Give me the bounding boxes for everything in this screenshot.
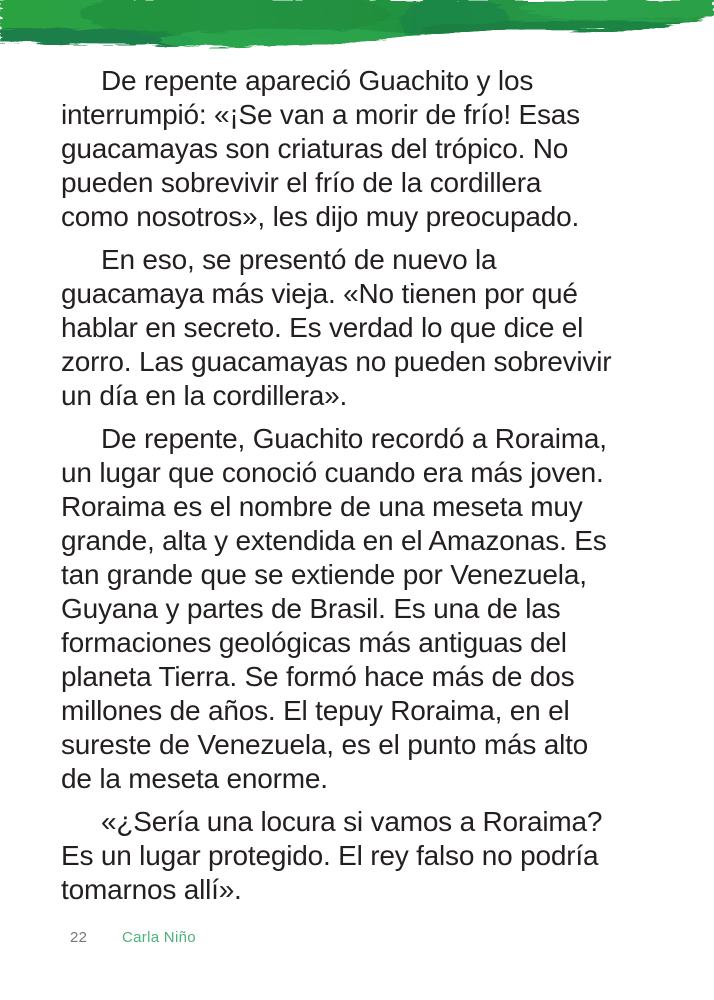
text-line: pueden sobrevivir el frío de la cordillera	[61, 167, 542, 198]
text-block	[61, 64, 649, 916]
page-footer	[70, 929, 196, 946]
text-line: tan grande que se extiende por Venezuela,	[61, 559, 587, 590]
text-line: guacamayas son criaturas del trópico. No	[61, 133, 569, 164]
text-line: planeta Tierra. Se formó hace más de dos	[61, 661, 575, 692]
text-line: un lugar que conoció cuando era más joven.	[61, 457, 604, 488]
text-line: hablar en secreto. Es verdad lo que dice el	[61, 312, 584, 343]
watercolor-band	[0, 0, 714, 58]
text-line: En eso, se presentó de nuevo la	[101, 244, 497, 275]
text-line: como nosotros», les dijo muy preocupado.	[61, 201, 580, 232]
text-line: de la meseta enorme.	[61, 763, 328, 794]
text-line: guacamaya más vieja. «No tienen por qué	[61, 278, 578, 309]
paragraph	[61, 805, 649, 907]
text-line: «¿Sería una locura si vamos a Roraima?	[101, 806, 603, 837]
text-line: un día en la cordillera».	[61, 380, 348, 411]
text-line: Es un lugar protegido. El rey falso no podría	[61, 840, 599, 871]
author-name: Carla Niño	[122, 929, 196, 946]
text-line: Roraima es el nombre de una meseta muy	[61, 491, 583, 522]
text-line: millones de años. El tepuy Roraima, en el	[61, 695, 570, 726]
page-number: 22	[70, 929, 88, 946]
text-line: De repente apareció Guachito y los	[101, 65, 534, 96]
text-line: formaciones geológicas más antiguas del	[61, 627, 567, 658]
text-line: sureste de Venezuela, es el punto más alto	[61, 729, 589, 760]
text-line: De repente, Guachito recordó a Roraima,	[101, 423, 607, 454]
paragraph	[61, 422, 649, 796]
text-line: zorro. Las guacamayas no pueden sobrevivir	[61, 346, 612, 377]
paragraph	[61, 243, 649, 413]
paragraph	[61, 64, 649, 234]
text-line: interrumpió: «¡Se van a morir de frío! Esas	[61, 99, 580, 130]
text-line: tomarnos allí».	[61, 874, 242, 905]
text-line: Guyana y partes de Brasil. Es una de las	[61, 593, 561, 624]
text-line: grande, alta y extendida en el Amazonas. Es	[61, 525, 607, 556]
